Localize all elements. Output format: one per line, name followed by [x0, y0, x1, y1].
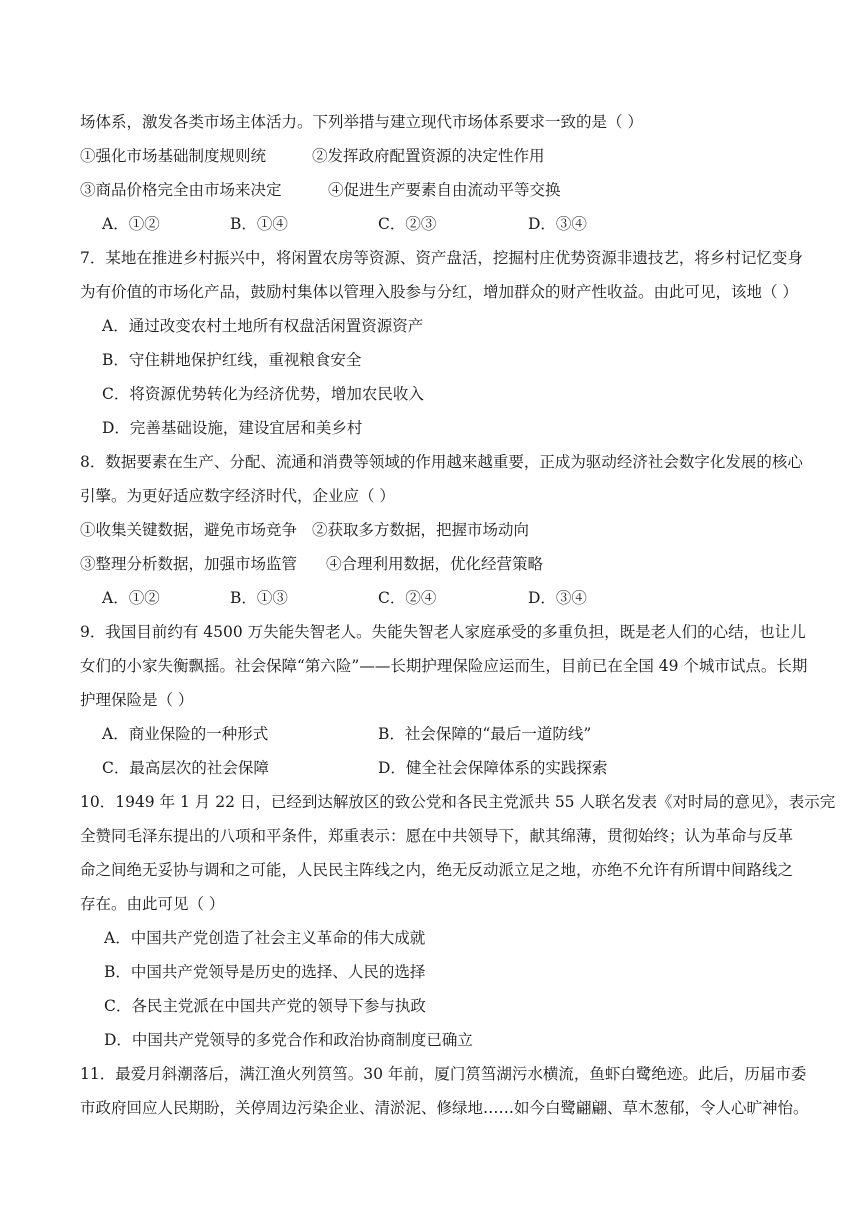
- q8-item-1: ①收集关键数据，避免市场竞争: [80, 521, 298, 539]
- q6-item-1: ①强化市场基础制度规则统: [80, 147, 267, 165]
- q8-item-3: ③整理分析数据，加强市场监管: [80, 555, 298, 573]
- q6-item-3: ③商品价格完全由市场来决定: [80, 181, 282, 199]
- q10-option-c: C．各民主党派在中国共产党的领导下参与执政: [104, 997, 426, 1015]
- q6-stem-tail: 场体系，激发各类市场主体活力。下列举措与建立现代市场体系要求一致的是（ ）: [80, 113, 643, 131]
- q11-stem-line-1: 11．最爱月斜潮落后，满江渔火列筼筜。30 年前，厦门筼筜湖污水横流，鱼虾白鹭绝迹。此后，历届市委: [80, 1065, 807, 1083]
- q6-option-a: A．①②: [102, 215, 160, 233]
- q7-stem-line-2: 为有价值的市场化产品，鼓励村集体以管理入股参与分红，增加群众的财产性收益。由此可见，该地（ ）: [80, 283, 798, 301]
- q8-stem-line-1: 8．数据要素在生产、分配、流通和消费等领域的作用越来越重要，正成为驱动经济社会数字化发展的核心: [80, 453, 803, 471]
- q9-stem-line-2: 女们的小家失衡飘摇。社会保障“第六险”——长期护理保险应运而生，目前已在全国 49 个城市试点。长期: [80, 657, 808, 675]
- q9-stem-line-3: 护理保险是（ ）: [80, 691, 194, 709]
- q9-stem-line-1: 9．我国目前约有 4500 万失能失智老人。失能失智老人家庭承受的多重负担，既是老人们的心结，也让儿: [80, 623, 806, 641]
- q7-option-d: D．完善基础设施，建设宜居和美乡村: [102, 419, 363, 437]
- q9-option-b: B．社会保障的“最后一道防线”: [378, 725, 592, 743]
- q8-item-4: ④合理利用数据，优化经营策略: [326, 555, 544, 573]
- q10-stem-line-3: 命之间绝无妥协与调和之可能，人民民主阵线之内，绝无反动派立足之地，亦绝不允许有所谓中间路线之: [80, 861, 794, 879]
- q7-option-b: B．守住耕地保护红线，重视粮食安全: [102, 351, 362, 369]
- q8-option-b: B．①③: [230, 589, 288, 607]
- q10-stem-line-1: 10．1949 年 1 月 22 日，已经到达解放区的致公党和各民主党派共 55 人联名发表《对时局的意见》，表示完: [80, 793, 836, 811]
- q6-option-c: C．②③: [378, 215, 437, 233]
- q8-option-a: A．①②: [102, 589, 160, 607]
- q10-option-d: D．中国共产党领导的多党合作和政治协商制度已确立: [104, 1031, 473, 1049]
- q6-option-d: D．③④: [528, 215, 587, 233]
- q7-option-a: A．通过改变农村土地所有权盘活闲置资源资产: [102, 317, 424, 335]
- q10-option-a: A．中国共产党创造了社会主义革命的伟大成就: [104, 929, 426, 947]
- q10-option-b: B．中国共产党领导是历史的选择、人民的选择: [104, 963, 426, 981]
- q9-option-d: D．健全社会保障体系的实践探索: [378, 759, 608, 777]
- q6-item-4: ④促进生产要素自由流动平等交换: [328, 181, 561, 199]
- q8-stem-line-2: 引擎。为更好适应数字经济时代，企业应（ ）: [80, 487, 395, 505]
- q8-option-d: D．③④: [528, 589, 587, 607]
- q10-stem-line-4: 存在。由此可见（ ）: [80, 895, 225, 913]
- q6-option-b: B．①④: [230, 215, 288, 233]
- q11-stem-line-2: 市政府回应人民期盼，关停周边污染企业、清淤泥、修绿地……如今白鹭翩翩、草木葱郁，令人心旷神怡。: [80, 1099, 809, 1117]
- q7-stem-line-1: 7．某地在推进乡村振兴中，将闲置农房等资源、资产盘活，挖掘村庄优势资源非遗技艺，将乡村记忆变身: [80, 249, 803, 267]
- q8-option-c: C．②④: [378, 589, 437, 607]
- q10-stem-line-2: 全赞同毛泽东提出的八项和平条件，郑重表示：愿在中共领导下，献其绵薄，贯彻始终；认为革命与反革: [80, 827, 794, 845]
- q8-item-2: ②获取多方数据，把握市场动向: [312, 521, 530, 539]
- q9-option-c: C．最高层次的社会保障: [102, 759, 269, 777]
- q7-option-c: C．将资源优势转化为经济优势，增加农民收入: [102, 385, 424, 403]
- q9-option-a: A．商业保险的一种形式: [102, 725, 269, 743]
- q6-item-2: ②发挥政府配置资源的决定性作用: [312, 147, 545, 165]
